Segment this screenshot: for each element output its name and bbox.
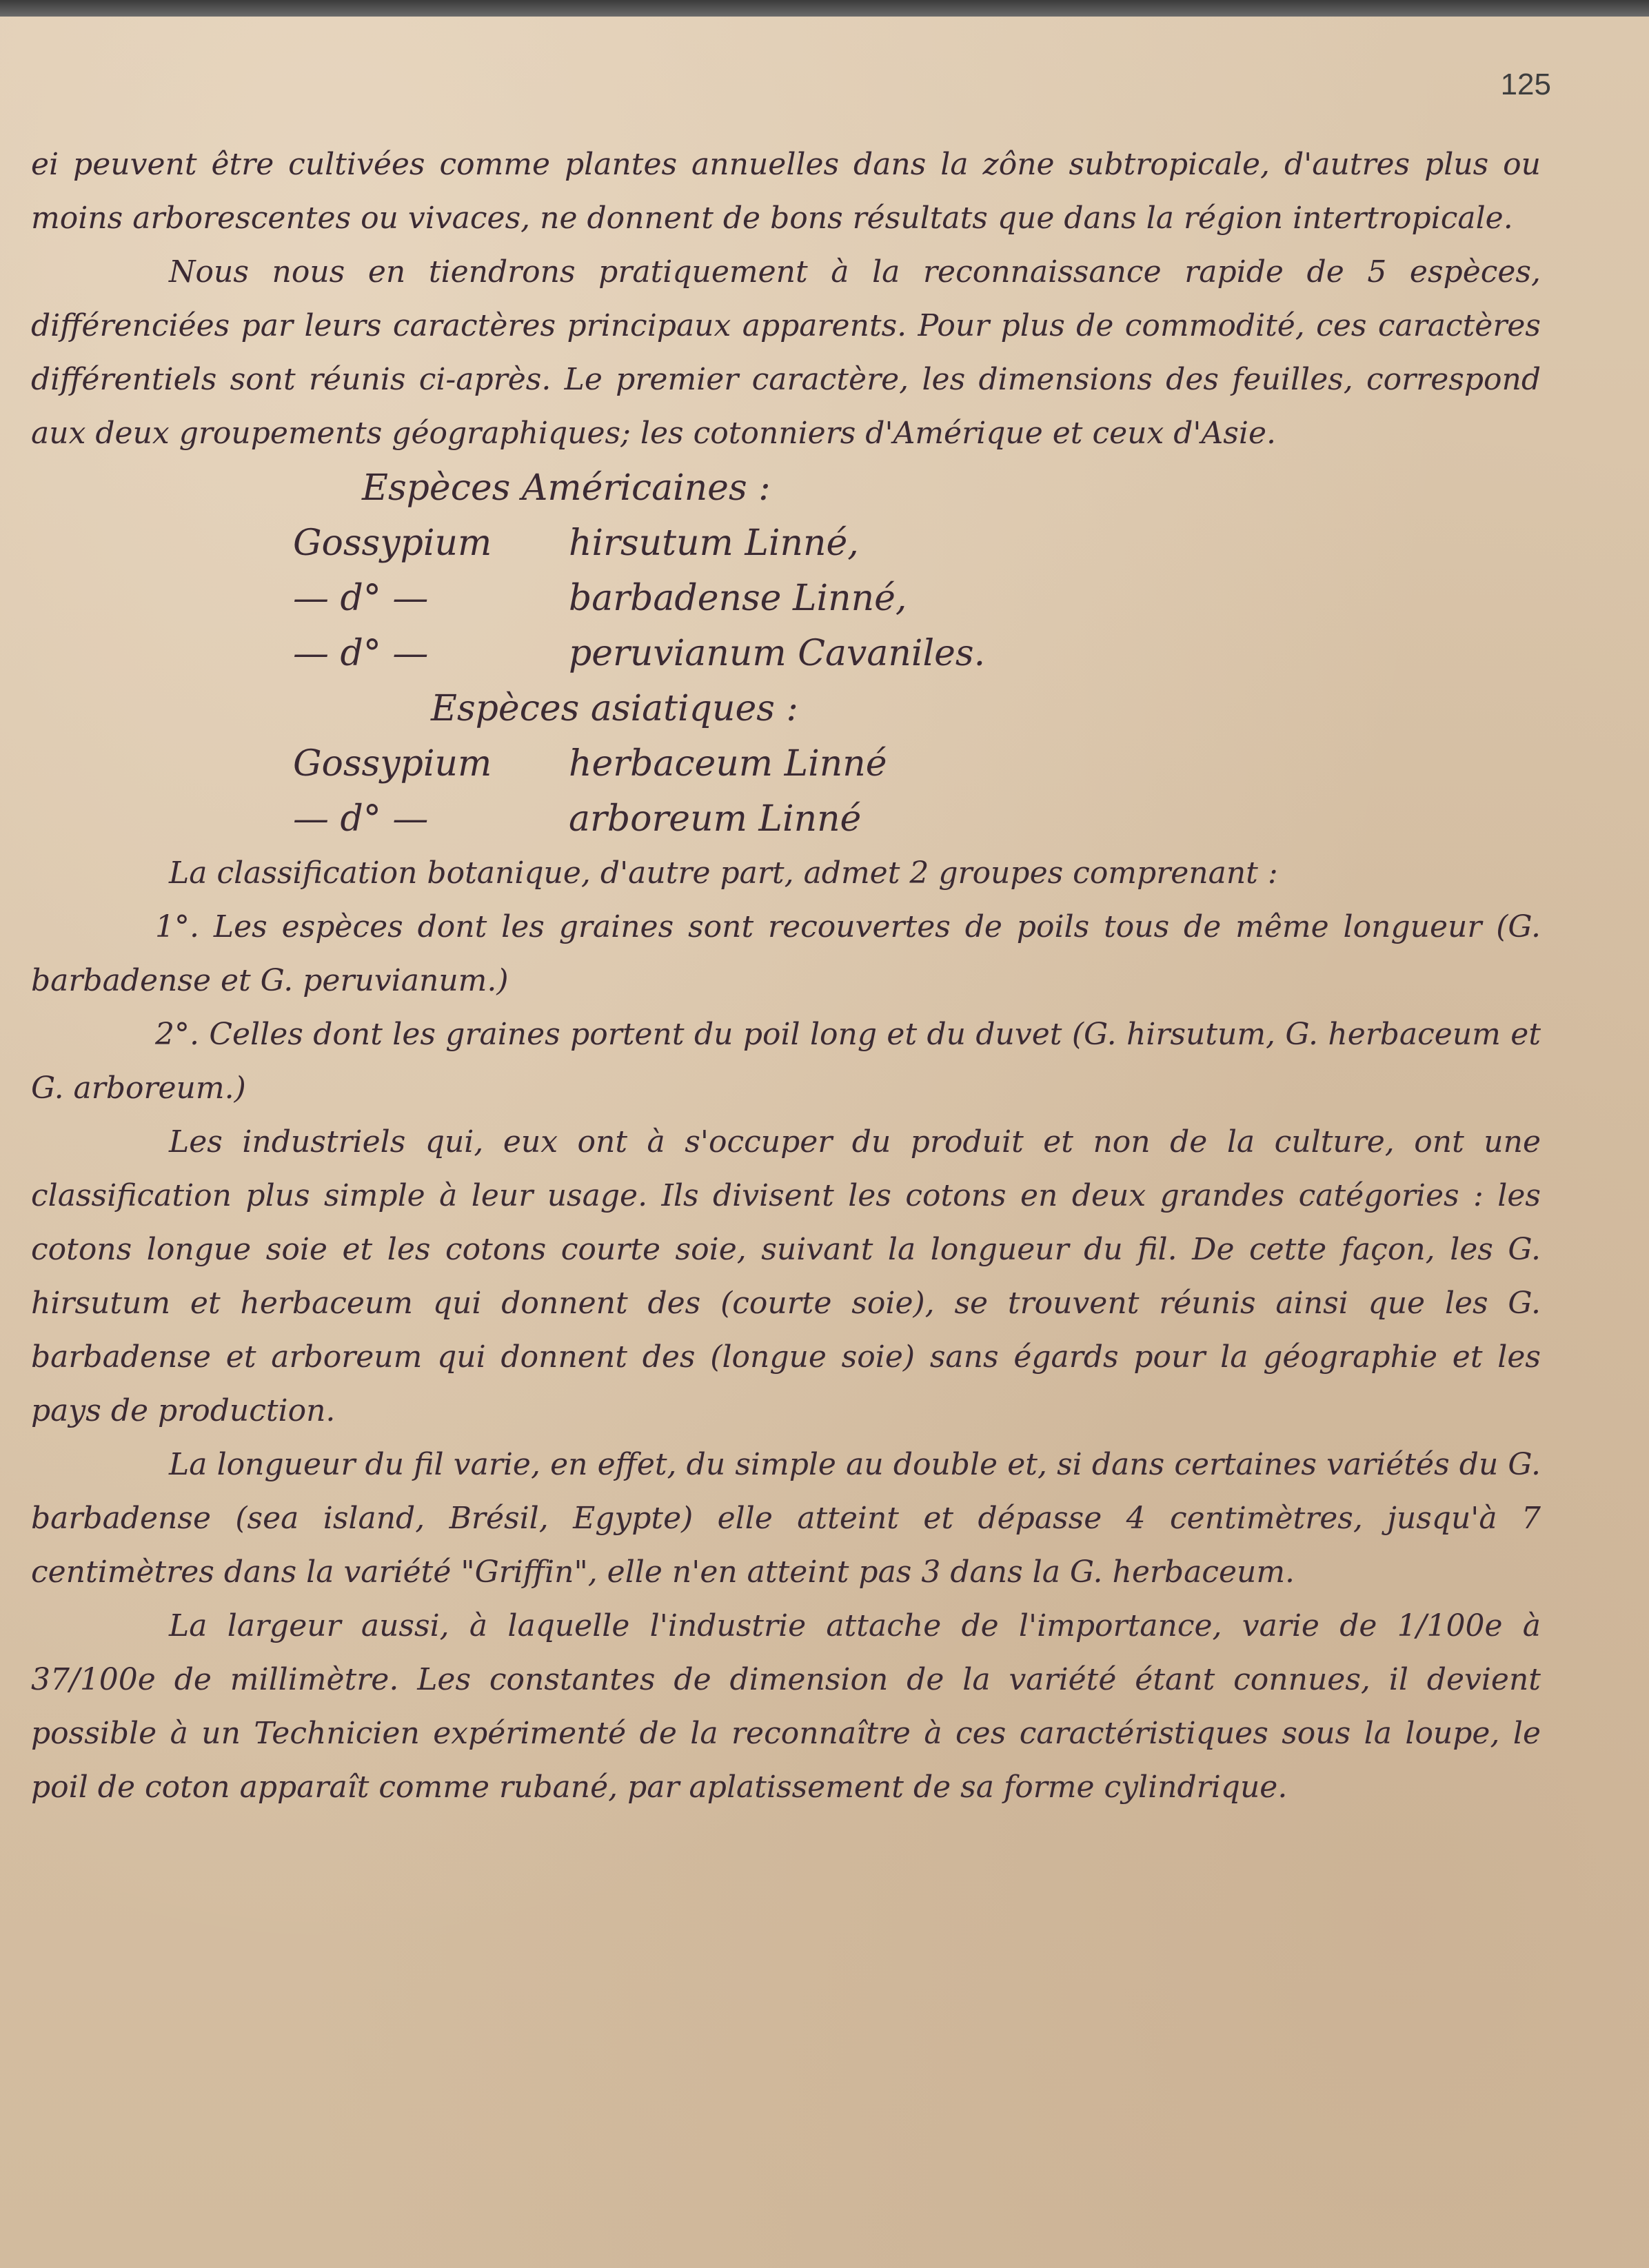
species-entry	[31, 736, 1541, 791]
species-entry	[31, 791, 1541, 847]
paragraph-classification: La classification botanique, d'autre part, admet 2 groupes comprenant :	[169, 855, 1278, 891]
species-name: peruvianum Cavaniles.	[569, 633, 986, 674]
species-ditto: — d° —	[293, 633, 429, 674]
scan-edge	[0, 0, 1649, 17]
handwritten-text	[31, 138, 1541, 1814]
paragraph-species-intro: Nous nous en tiendrons pratiquement à la reconnaissance rapide de 5 espèces, différenciées par leurs caractères principaux apparents. Pour plus de commodité, ces caractères différentiels sont réunis ci-après. Le premier caractère, les dimensions des feuilles, correspond aux deux groupements géographiques; les cotonniers d'Amérique et ceux d'Asie.	[31, 254, 1541, 451]
species-name: barbadense Linné,	[569, 578, 907, 619]
american-species-heading: Espèces Américaines :	[362, 467, 771, 509]
paragraph-industrial: Les industriels qui, eux ont à s'occuper du produit et non de la culture, ont une classification plus simple à leur usage. Ils divisent les cotons en deux grandes catégories : les cotons longue soie et les cotons courte soie, suivant la longueur du fil. De cette façon, les G. hirsutum et herbaceum qui donnent des (courte soie), se trouvent réunis ainsi que les G. barbadense et arboreum qui donnent des (longue soie) sans égards pour la géographie et les pays de production.	[31, 1124, 1541, 1428]
species-genus: Gossypium	[293, 523, 492, 564]
species-ditto: — d° —	[293, 798, 429, 840]
asian-species-heading: Espèces asiatiques :	[431, 688, 798, 729]
species-name: hirsutum Linné,	[569, 523, 859, 564]
paragraph-group-2: 2°. Celles dont les graines portent du poil long et du duvet (G. hirsutum, G. herbaceum et G. arboreum.)	[31, 1017, 1541, 1106]
page-number: 125	[1500, 68, 1551, 101]
species-entry	[31, 516, 1541, 571]
paragraph-continuation: ei peuvent être cultivées comme plantes annuelles dans la zône subtropicale, d'autres plus ou moins arborescentes ou vivaces, ne donnent de bons résultats que dans la région intertropicale.	[31, 147, 1541, 236]
species-list	[31, 460, 1541, 847]
species-ditto: — d° —	[293, 578, 429, 619]
paragraph-fibre-length: La longueur du fil varie, en effet, du simple au double et, si dans certaines variétés du G. barbadense (sea island, Brésil, Egypte) elle atteint et dépasse 4 centimètres, jusqu'à 7 centimètres dans la variété "Griffin", elle n'en atteint pas 3 dans la G. herbaceum.	[31, 1447, 1541, 1590]
paragraph-fibre-width: La largeur aussi, à laquelle l'industrie attache de l'importance, varie de 1/100e à 37/100e de millimètre. Les constantes de dimension de la variété étant connues, il devient possible à un Technicien expérimenté de la reconnaître à ces caractéristiques sous la loupe, le poil de coton apparaît comme rubané, par aplatissement de sa forme cylindrique.	[31, 1608, 1541, 1805]
paragraph-group-1: 1°. Les espèces dont les graines sont recouvertes de poils tous de même longueur (G. barbadense et G. peruvianum.)	[31, 909, 1541, 998]
species-genus: Gossypium	[293, 743, 492, 784]
species-name: herbaceum Linné	[569, 743, 887, 784]
species-name: arboreum Linné	[569, 798, 862, 840]
species-entry	[31, 571, 1541, 626]
species-entry	[31, 626, 1541, 681]
